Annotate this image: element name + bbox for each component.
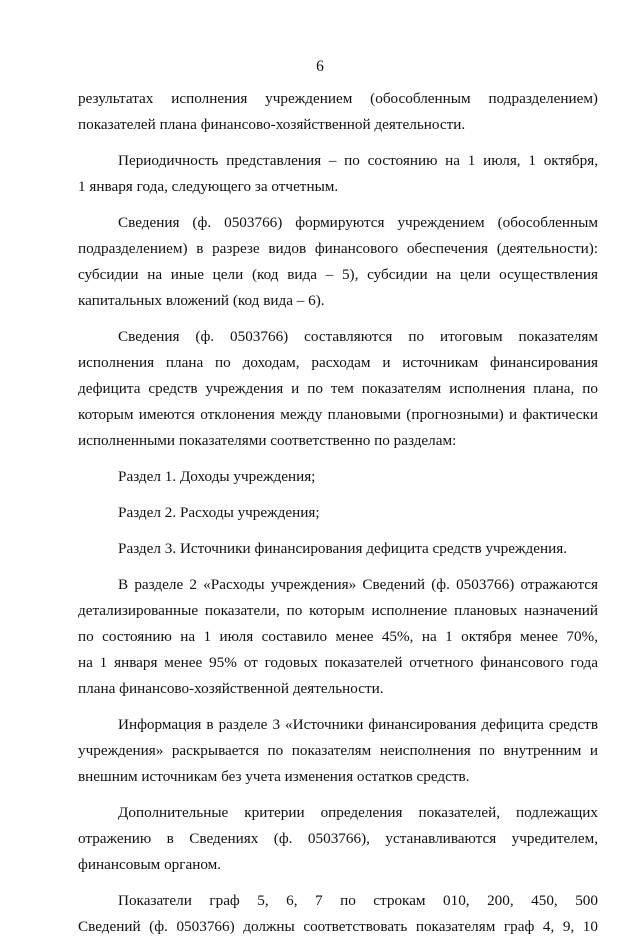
text-line: внешним источникам без учета изменения остатков средств. bbox=[78, 768, 470, 785]
text-line: капитальных вложений (код вида – 6). bbox=[78, 292, 325, 309]
text-line: Раздел 1. Доходы учреждения; bbox=[118, 468, 316, 485]
text-line: дефицита средств учреждения и по тем показателям исполнения плана, по bbox=[78, 380, 598, 397]
paragraph bbox=[78, 324, 598, 454]
paragraph bbox=[78, 464, 598, 490]
paragraph bbox=[78, 800, 598, 878]
paragraph bbox=[78, 572, 598, 702]
page-number: 6 bbox=[316, 58, 324, 75]
text-line: отражению в Сведениях (ф. 0503766), устанавливаются учредителем, bbox=[78, 830, 598, 847]
text-line: плана финансово-хозяйственной деятельности. bbox=[78, 680, 384, 697]
paragraph bbox=[78, 210, 598, 314]
paragraph bbox=[78, 500, 598, 526]
text-line: Сведения (ф. 0503766) формируются учреждением (обособленным bbox=[118, 214, 598, 231]
paragraph bbox=[78, 888, 598, 940]
text-line: учреждения» раскрывается по показателям неисполнения по внутренним и bbox=[78, 742, 598, 759]
text-line: Сведения (ф. 0503766) составляются по итоговым показателям bbox=[118, 328, 598, 345]
text-line: которым имеются отклонения между плановыми (прогнозными) и фактически bbox=[78, 406, 598, 423]
paragraph bbox=[78, 712, 598, 790]
text-line: подразделением) в разрезе видов финансового обеспечения (деятельности): bbox=[78, 240, 598, 257]
text-line: финансовым органом. bbox=[78, 856, 222, 873]
paragraph bbox=[78, 536, 598, 562]
paragraph bbox=[78, 86, 598, 138]
text-line: Раздел 3. Источники финансирования дефицита средств учреждения. bbox=[118, 540, 568, 557]
text-line: результатах исполнения учреждением (обособленным подразделением) bbox=[78, 90, 598, 107]
text-line: исполненными показателями соответственно по разделам: bbox=[78, 432, 457, 449]
text-line: показателей плана финансово-хозяйственной деятельности. bbox=[78, 116, 466, 133]
text-line: на 1 января менее 95% от годовых показателей отчетного финансового года bbox=[78, 654, 598, 671]
text-line: исполнения плана по доходам, расходам и источникам финансирования bbox=[78, 354, 598, 371]
text-line: Дополнительные критерии определения показателей, подлежащих bbox=[118, 804, 598, 821]
document-body bbox=[78, 86, 598, 950]
text-line: В разделе 2 «Расходы учреждения» Сведений (ф. 0503766) отражаются bbox=[118, 576, 598, 593]
text-line: Периодичность представления – по состоянию на 1 июля, 1 октября, bbox=[118, 152, 598, 169]
text-line: Информация в разделе 3 «Источники финансирования дефицита средств bbox=[118, 716, 598, 733]
text-line: Раздел 2. Расходы учреждения; bbox=[118, 504, 320, 521]
text-line: по состоянию на 1 июля составило менее 45%, на 1 октября менее 70%, bbox=[78, 628, 598, 645]
text-line: субсидии на иные цели (код вида – 5), субсидии на цели осуществления bbox=[78, 266, 598, 283]
text-line: детализированные показатели, по которым исполнение плановых назначений bbox=[78, 602, 598, 619]
paragraph bbox=[78, 148, 598, 200]
text-line: Показатели граф 5, 6, 7 по строкам 010, 200, 450, 500 bbox=[118, 892, 598, 909]
text-line: Сведений (ф. 0503766) должны соответствовать показателям граф 4, 9, 10 bbox=[78, 918, 598, 935]
text-line: 1 января года, следующего за отчетным. bbox=[78, 178, 339, 195]
